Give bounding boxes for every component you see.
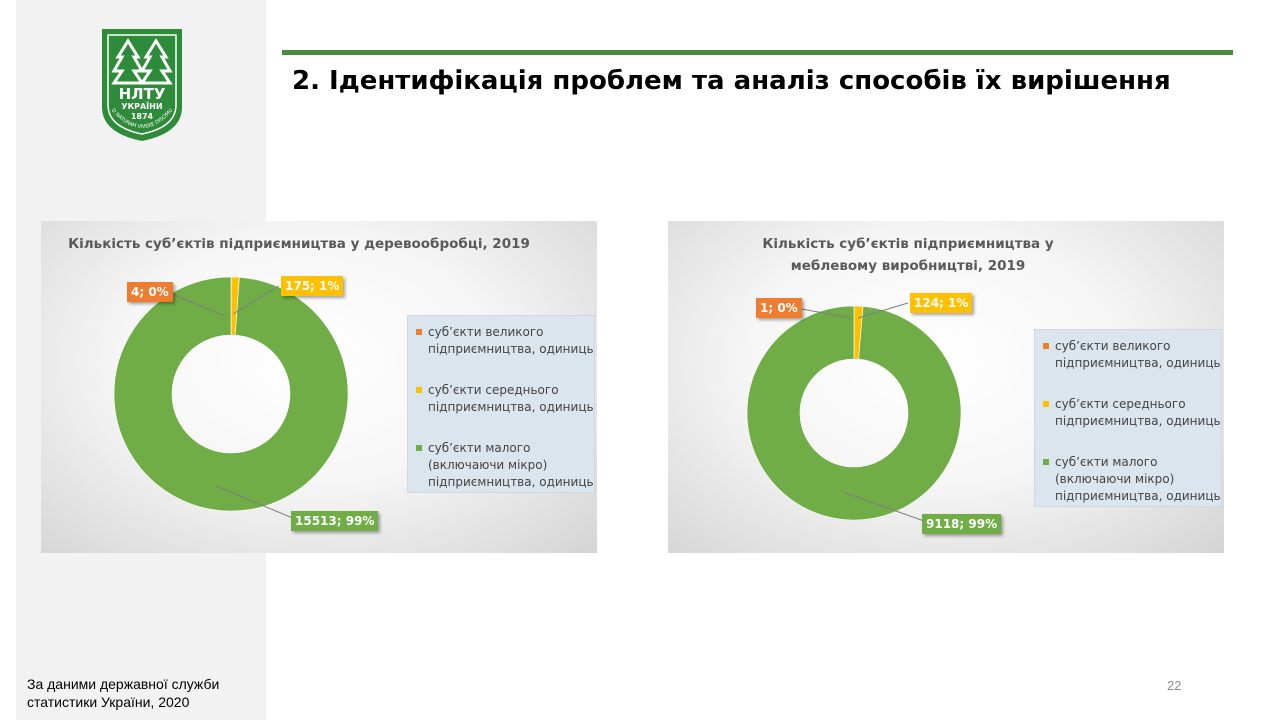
chart-legend: суб’єкти великого підприємництва, одиниць суб’єкти середнього підприємництва, одиниць суб’єкти малого (включаючи мікро) підприємництва, одиниць (407, 315, 595, 493)
data-label-small: 15513; 99% (291, 511, 378, 531)
logo-year: 1874 (130, 112, 154, 121)
data-label-medium: 124; 1% (910, 293, 972, 313)
data-label-small: 9118; 99% (922, 514, 1001, 534)
data-label-large: 4; 0% (127, 282, 173, 302)
title-rule (282, 50, 1233, 55)
slice-small (114, 277, 348, 511)
university-logo (100, 27, 184, 143)
data-label-medium: 175; 1% (281, 276, 343, 296)
logo-abbr: НЛТУ (118, 85, 166, 103)
chart-legend: суб’єкти великого підприємництва, одиниць суб’єкти середнього підприємництва, одиниць суб’єкти малого (включаючи мікро) підприємництва, одиниць (1034, 329, 1222, 507)
legend-swatch (416, 387, 422, 393)
slide-title: 2. Ідентифікація проблем та аналіз способів їх вирішення (292, 66, 1171, 96)
legend-swatch (416, 329, 422, 335)
chart-title: Кількість суб’єктів підприємництва у деревообробці, 2019 (68, 236, 530, 252)
slice-small (747, 306, 961, 520)
data-label-large: 1; 0% (756, 298, 802, 318)
source-note: За даними державної служби статистики України, 2020 (27, 676, 220, 710)
chart-woodworking (41, 221, 597, 553)
logo-motto: D NATURAM VIVERE DISCIMU (109, 107, 175, 131)
legend-swatch (1043, 459, 1049, 465)
page-number: 22 (1167, 678, 1182, 693)
legend-swatch (1043, 401, 1049, 407)
chart-title: Кількість суб’єктів підприємництва у меблевому виробництві, 2019 (762, 236, 1054, 274)
legend-swatch (416, 445, 422, 451)
legend-swatch (1043, 343, 1049, 349)
logo-country: УКРАЇНИ (121, 102, 163, 111)
chart-furniture (668, 221, 1224, 553)
